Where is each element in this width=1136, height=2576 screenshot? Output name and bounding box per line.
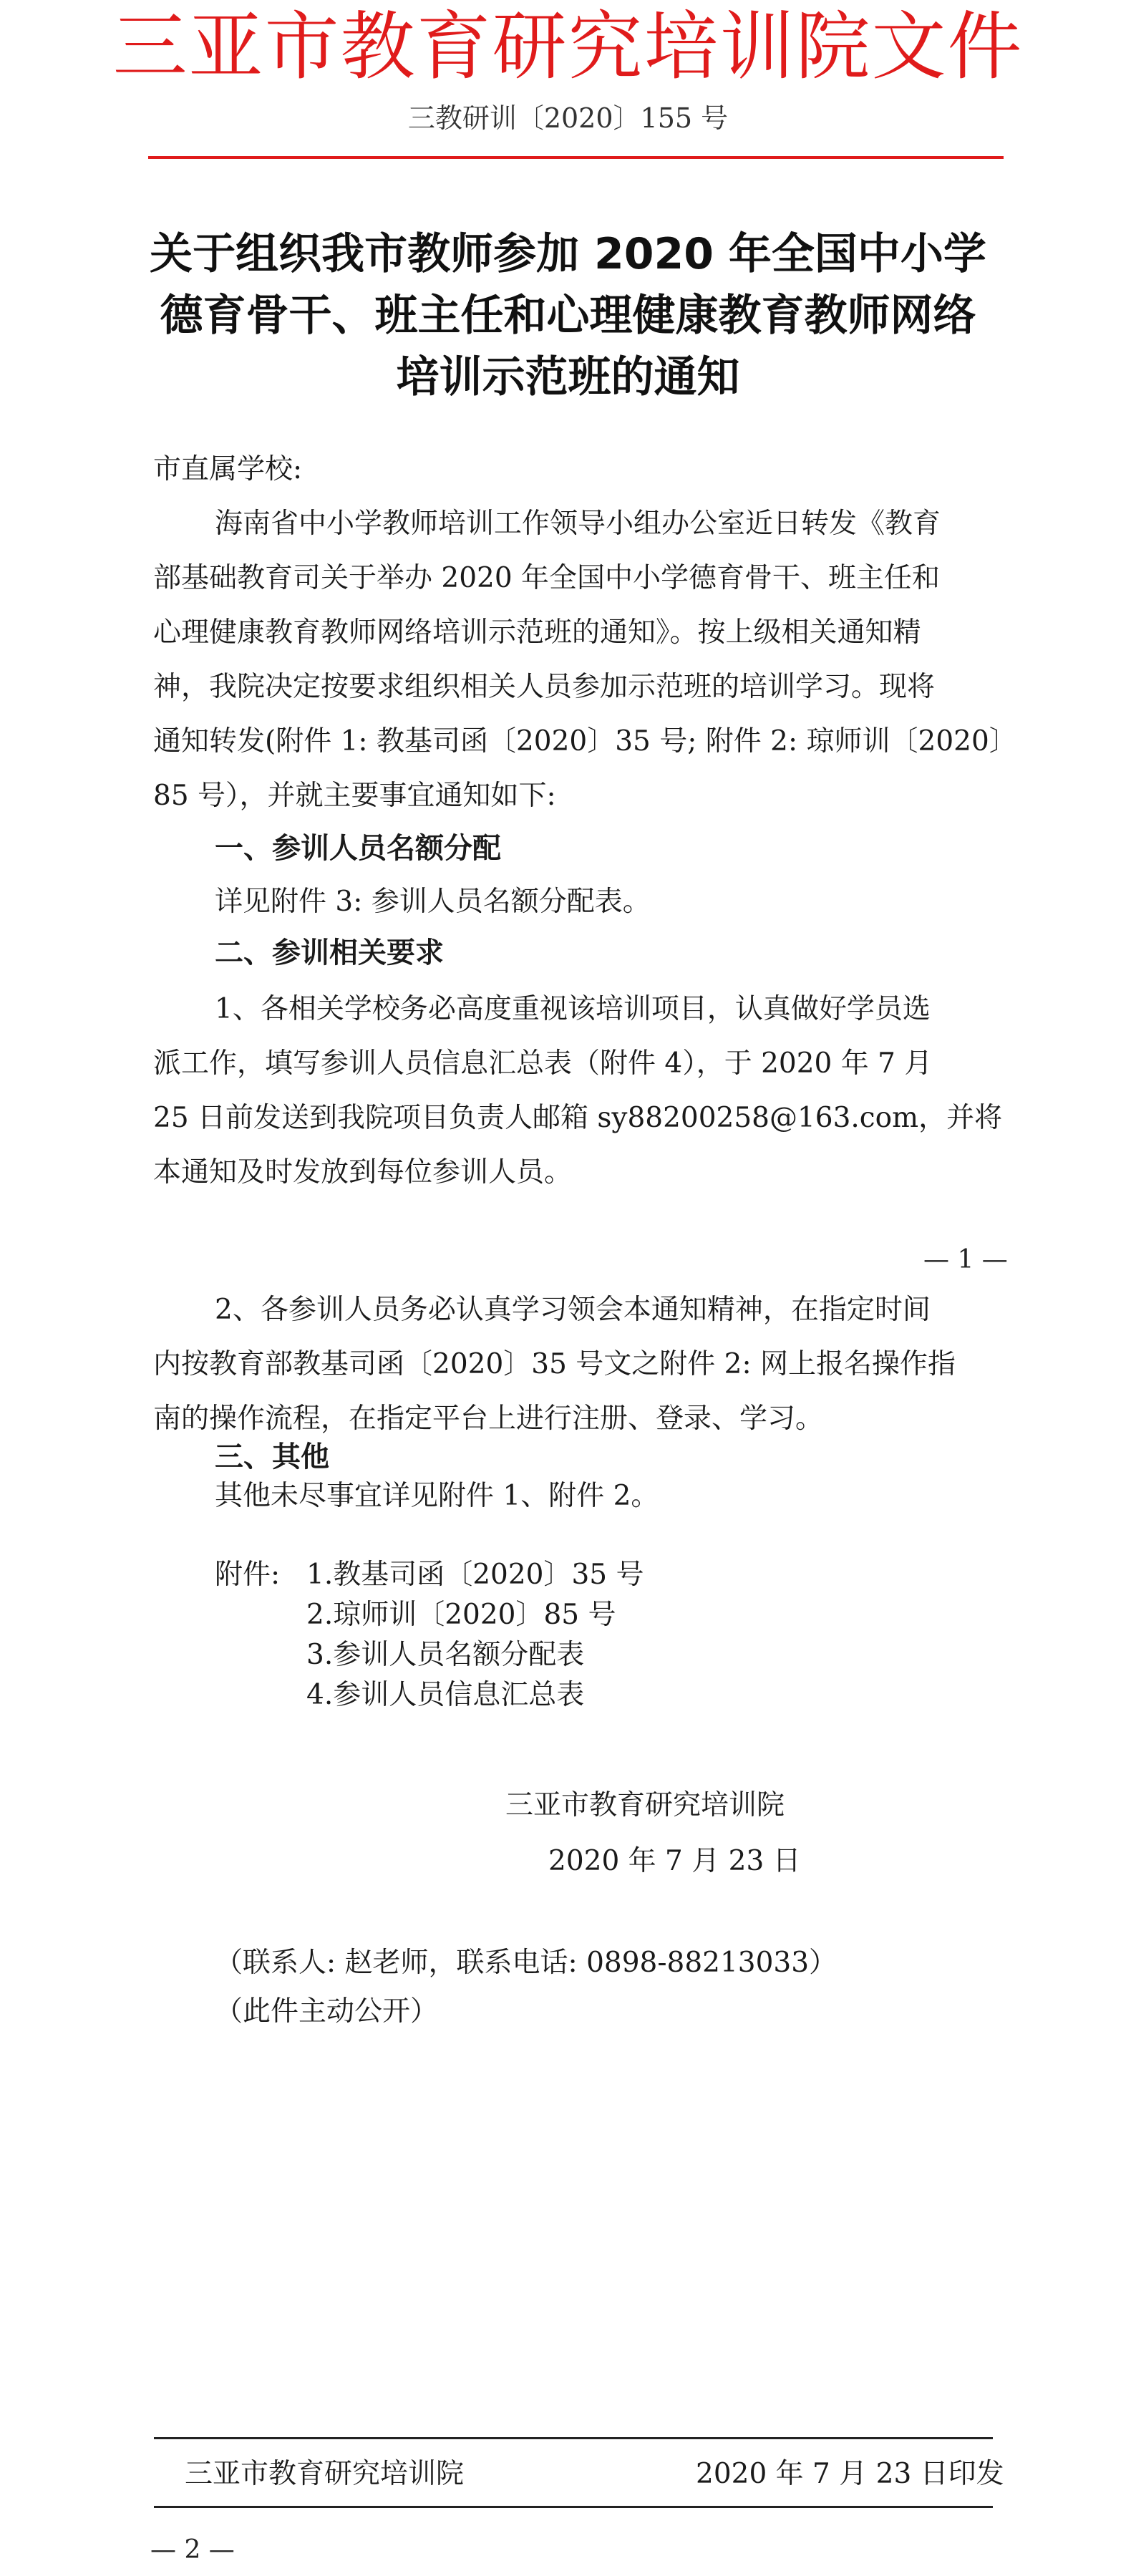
footer-print-date: 2020 年 7 月 23 日印发: [696, 2458, 1004, 2490]
document-number: 三教研训〔2020〕155 号: [407, 102, 729, 134]
attachment-item: 4.参训人员信息汇总表: [306, 1679, 585, 1711]
intro-line: 心理健康教育教师网络培训示范班的通知》。按上级相关通知精: [153, 616, 921, 649]
section-1-text: 详见附件 3: 参训人员名额分配表。: [215, 886, 651, 918]
requirement-2-line: 内按教育部教基司函〔2020〕35 号文之附件 2: 网上报名操作指: [153, 1348, 956, 1380]
section-heading-3: 三、其他: [215, 1440, 329, 1473]
signature-date: 2020 年 7 月 23 日: [548, 1845, 801, 1877]
disclosure-note: （此件主动公开）: [215, 1995, 439, 2028]
intro-line: 海南省中小学教师培训工作领导小组办公室近日转发《教育: [215, 508, 941, 540]
attachment-item: 3.参训人员名额分配表: [306, 1639, 585, 1671]
salutation: 市直属学校:: [153, 453, 303, 485]
document-header-title: 三亚市教育研究培训院文件: [112, 3, 1024, 90]
header-red-rule: [148, 156, 1004, 159]
signature-organization: 三亚市教育研究培训院: [505, 1789, 785, 1821]
attachment-item: 2.琼师训〔2020〕85 号: [306, 1599, 616, 1631]
notice-title: [0, 223, 1136, 408]
intro-line: 85 号），并就主要事宜通知如下:: [153, 780, 556, 812]
requirement-1-line: 1、各相关学校务必高度重视该培训项目，认真做好学员选: [215, 993, 931, 1025]
section-heading-1: 一、参训人员名额分配: [215, 832, 501, 865]
requirement-1-line: 派工作，填写参训人员信息汇总表（附件 4），于 2020 年 7 月: [153, 1047, 933, 1080]
page-number-1: — 1 —: [923, 1245, 1008, 1274]
footer-bottom-rule: [154, 2506, 993, 2508]
section-3-text: 其他未尽事宜详见附件 1、附件 2。: [215, 1480, 659, 1512]
requirement-1-line: 本通知及时发放到每位参训人员。: [153, 1156, 573, 1188]
intro-line: 神，我院决定按要求组织相关人员参加示范班的培训学习。现将: [153, 671, 936, 703]
requirement-1-line: 25 日前发送到我院项目负责人邮箱 sy88200258@163.com，并将: [153, 1102, 1003, 1134]
requirement-2-line: 2、各参训人员务必认真学习领会本通知精神，在指定时间: [215, 1294, 931, 1326]
footer-top-rule: [154, 2437, 993, 2439]
notice-title-line: 德育骨干、班主任和心理健康教育教师网络: [160, 291, 976, 341]
requirement-2-line: 南的操作流程，在指定平台上进行注册、登录、学习。: [153, 1403, 824, 1435]
intro-line: 部基础教育司关于举办 2020 年全国中小学德育骨干、班主任和: [153, 562, 941, 594]
page-number-2: — 2 —: [150, 2535, 235, 2565]
intro-line: 通知转发(附件 1: 教基司函〔2020〕35 号; 附件 2: 琼师训〔2020〕: [153, 725, 1017, 757]
notice-title-line: 关于组织我市教师参加 2020 年全国中小学: [150, 229, 986, 279]
section-heading-2: 二、参训相关要求: [215, 936, 444, 969]
attachments-label: 附件:: [215, 1559, 281, 1591]
notice-title-line: 培训示范班的通知: [396, 352, 740, 402]
contact-info: （联系人: 赵老师，联系电话: 0898-88213033）: [215, 1947, 838, 1979]
attachment-item: 1.教基司函〔2020〕35 号: [306, 1559, 644, 1591]
footer-issuer: 三亚市教育研究培训院: [185, 2458, 465, 2490]
